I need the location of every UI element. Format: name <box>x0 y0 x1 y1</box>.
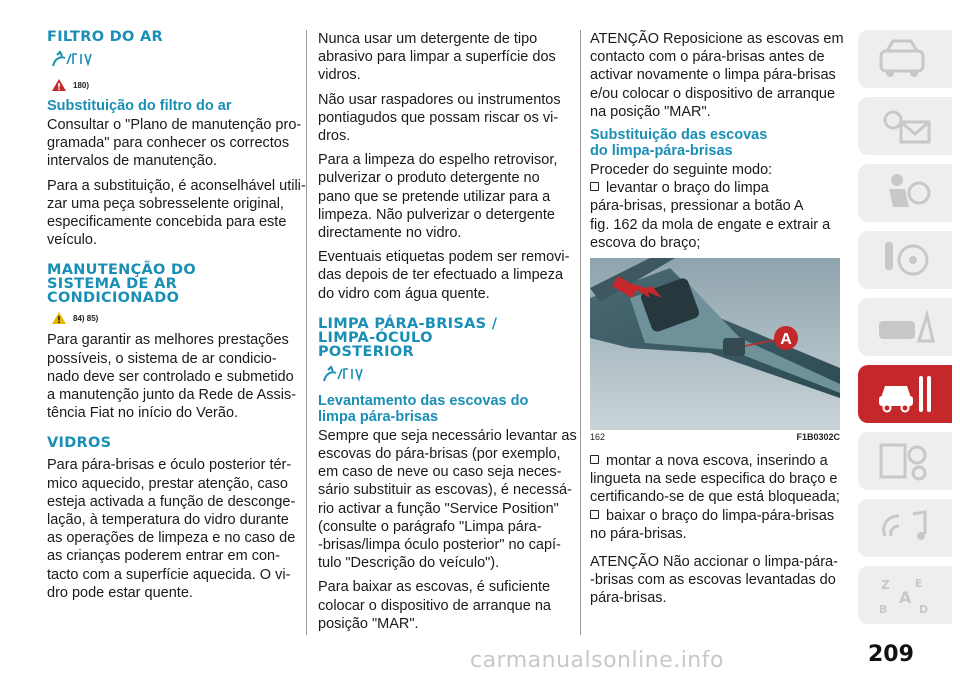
text-line: (consulte o parágrafo "Limpa pára- <box>318 518 542 535</box>
text-line: colocar o dispositivo de arranque na <box>318 597 551 614</box>
heading-vidros: VIDROS <box>47 435 112 452</box>
wiper-arm-illustration <box>590 258 840 430</box>
heading-line: SISTEMA DE AR <box>47 276 178 293</box>
figure-caption <box>590 432 840 442</box>
text-line: escova do braço; <box>590 234 701 251</box>
text-line: Para baixar as escovas, é suficiente <box>318 579 551 596</box>
tab-safety[interactable] <box>858 164 952 222</box>
heading-levantamento-escovas <box>318 393 568 425</box>
text-line: Não usar raspadores ou instrumentos <box>318 91 561 108</box>
text-line: as crianças poderem entrar em con- <box>47 548 280 565</box>
car-dashboard-icon <box>875 37 935 81</box>
svg-text:E: E <box>915 577 923 590</box>
svg-text:D: D <box>919 603 929 616</box>
text-line: vidros. <box>318 67 361 84</box>
bullet-text: levantar o braço do limpa <box>606 180 769 197</box>
text-line: -brisas/limpa óculo posterior" no capí- <box>318 537 561 554</box>
paragraph-proceder: Proceder do seguinte modo: <box>590 162 773 179</box>
heading-manutencao-ar-condicionado <box>47 263 295 305</box>
environment-recycle-icon <box>47 50 93 70</box>
warning-triangle-icon <box>51 78 67 92</box>
text-line: tacto com a superfície aquecida. O vi- <box>47 566 291 583</box>
text-line: Consultar o "Plano de manutenção pro- <box>47 117 302 133</box>
text-line: escovas do pára-brisas (por exemplo, <box>318 446 561 463</box>
text-line: Para a limpeza do espelho retrovisor, <box>318 152 558 169</box>
text-line: tência Fiat no início do Verão. <box>47 405 239 422</box>
paragraph-plano-manutencao <box>47 116 302 171</box>
heading-line: LIMPA PÁRA-BRISAS / <box>318 315 498 332</box>
text-line: as operações de limpeza e no caso de <box>47 530 296 547</box>
paragraph-atencao-nao-accionar <box>590 553 840 608</box>
tab-warning-lights[interactable] <box>858 97 952 155</box>
text-line: pontiagudos que possam riscar os vi- <box>318 109 559 126</box>
tab-technical-data[interactable] <box>858 432 952 490</box>
text-line: posição "MAR". <box>318 615 419 632</box>
column-divider <box>580 30 581 635</box>
text-line: lação, à temperatura do vidro durante <box>47 512 289 529</box>
bullet-marker <box>590 510 599 519</box>
column-divider <box>306 30 307 635</box>
text-line: Sempre que seja necessário levantar as <box>318 427 577 444</box>
figure-162 <box>590 258 840 448</box>
text-line: veículo. <box>47 232 97 249</box>
heading-limpa-para-brisas <box>318 317 568 359</box>
callout-label: A <box>780 331 792 349</box>
text-line <box>590 179 840 197</box>
heading-line: CONDICIONADO <box>47 290 180 307</box>
figure-code: F1B0302C <box>796 432 840 443</box>
column-1 <box>47 29 306 608</box>
text-line: pára-brisas. <box>590 590 667 607</box>
text-line: sário substituir as escovas), é necessá- <box>318 482 572 499</box>
paragraph-atencao-reposicione <box>590 30 844 121</box>
airbag-safety-icon <box>875 171 935 215</box>
text-line: dro pode estar quente. <box>47 584 193 601</box>
warning-ref-text: 180) <box>73 80 90 90</box>
svg-text:B: B <box>879 603 888 616</box>
key-steering-icon <box>875 238 935 282</box>
heading-line: MANUTENÇÃO DO <box>47 262 196 279</box>
environment-recycle-icon <box>318 365 364 385</box>
chapter-tabs-sidebar <box>858 30 960 633</box>
column-3 <box>590 30 844 614</box>
text-line: contacto com o pára-brisas antes de <box>590 49 825 66</box>
text-line: pano que se pretende utilizar para a <box>318 188 551 205</box>
text-line: certificando-se de que está bloqueada; <box>590 489 840 506</box>
warning-ref-row <box>51 78 295 92</box>
tab-multimedia[interactable] <box>858 499 952 557</box>
caution-ref-row <box>51 311 295 325</box>
text-line: no pára-brisas. <box>590 525 687 542</box>
bullet-text: baixar o braço do limpa-pára-brisas <box>606 507 835 524</box>
text-line: rio activar a função "Service Position" <box>318 500 559 517</box>
heading-line: limpa pára-brisas <box>318 408 439 425</box>
bullet-levantar-braco <box>590 179 840 252</box>
page-number: 209 <box>868 642 914 667</box>
text-line: zar uma peça sobresselente original, <box>47 195 284 212</box>
svg-text:Z: Z <box>881 578 890 592</box>
caution-triangle-icon <box>51 311 67 325</box>
car-accident-icon <box>875 305 935 349</box>
text-line: do vidro com água quente. <box>318 285 490 302</box>
heading-line: POSTERIOR <box>318 343 414 360</box>
text-line: e/ou colocar o dispositivo de arranque <box>590 85 836 102</box>
paragraph-prestacoes <box>47 331 295 422</box>
text-line: limpeza. Não pulverizar o detergente <box>318 206 555 223</box>
bullet-baixar-braco <box>590 507 840 543</box>
tab-dashboard[interactable] <box>858 30 952 88</box>
text-line: abrasivo para limpar a superfície dos <box>318 49 556 66</box>
caution-ref-text: 84) 85) <box>73 313 99 323</box>
text-line: dros. <box>318 128 351 145</box>
text-line: gramada" para conhecer os correctos <box>47 135 290 152</box>
paragraph-peca-original <box>47 177 306 250</box>
paragraph-baixar-escovas <box>318 578 568 633</box>
text-line: Para garantir as melhores prestações <box>47 332 289 349</box>
heading-line: do limpa-pára-brisas <box>590 143 733 160</box>
tab-index[interactable] <box>858 566 952 624</box>
text-line: directamente no vidro. <box>318 225 462 242</box>
paragraph-espelho <box>318 151 568 242</box>
car-maintenance-icon <box>875 372 935 416</box>
tab-maintenance[interactable] <box>858 365 952 423</box>
heading-substituicao-escovas <box>590 127 840 159</box>
text-line: mico aquecido, prestar atenção, caso <box>47 475 288 492</box>
bullet-text: montar a nova escova, inserindo a <box>606 453 828 470</box>
paragraph-service-position <box>318 427 577 573</box>
warning-lights-icon <box>875 104 935 148</box>
heading-line: Levantamento das escovas do <box>318 392 529 409</box>
text-line: a manutenção junto da Rede de Assis- <box>47 387 297 404</box>
text-line: nado deve ser controlado e submetido <box>47 368 294 385</box>
text-line <box>590 452 840 470</box>
paragraph-etiquetas <box>318 248 568 303</box>
tab-emergency[interactable] <box>858 298 952 356</box>
text-line: fig. 162 da mola de engate e extrair a <box>590 216 831 233</box>
text-line: possíveis, o sistema de ar condicio- <box>47 350 277 367</box>
text-line: tulo "Descrição do veículo"). <box>318 555 500 572</box>
text-line <box>590 507 840 525</box>
paragraph-raspadores <box>318 91 568 146</box>
text-line: especificamente concebida para este <box>47 214 287 231</box>
text-line: Para a substituição, é aconselhável utili- <box>47 177 306 194</box>
text-line: ATENÇÃO Reposicione as escovas em <box>590 31 844 47</box>
bullet-marker <box>590 182 599 191</box>
paragraph-detergente <box>318 30 568 85</box>
bullet-marker <box>590 455 599 464</box>
text-line: em caso de neve ou caso seja neces- <box>318 464 562 481</box>
gears-settings-icon <box>875 439 935 483</box>
heading-line: LIMPA-ÓCULO <box>318 329 433 346</box>
watermark: carmanualsonline.info <box>470 648 724 673</box>
text-line: lingueta na sede especifica do braço e <box>590 471 838 488</box>
text-line: Nunca usar um detergente de tipo <box>318 31 538 47</box>
paragraph-vidros <box>47 456 295 602</box>
tab-starting-driving[interactable] <box>858 231 952 289</box>
index-letters-icon <box>875 573 935 617</box>
text-line: Eventuais etiquetas podem ser removi- <box>318 249 570 266</box>
text-line: intervalos de manutenção. <box>47 153 218 170</box>
column-2 <box>318 30 577 639</box>
text-line: -brisas com as escovas levantadas do <box>590 572 836 589</box>
text-line: ATENÇÃO Não accionar o limpa-pára- <box>590 554 838 571</box>
text-line: activar novamente o limpa pára-brisas <box>590 67 836 84</box>
figure-number: 162 <box>590 432 606 443</box>
text-line: pulverizar o produto detergente no <box>318 170 540 187</box>
text-line: esteja activada a função de desconge- <box>47 493 296 510</box>
heading-substituicao-filtro: Substituição do filtro do ar <box>47 98 232 114</box>
bullet-montar-escova <box>590 452 840 507</box>
text-line: Para pára-brisas e óculo posterior tér- <box>47 457 292 474</box>
text-line: na posição "MAR". <box>590 103 711 120</box>
svg-text:A: A <box>899 588 912 607</box>
text-line: pára-brisas, pressionar a botão A <box>590 198 804 215</box>
text-line: das depois de ter efectuado a limpeza <box>318 267 564 284</box>
heading-filtro-do-ar: FILTRO DO AR <box>47 29 163 45</box>
heading-line: Substituição das escovas <box>590 127 768 144</box>
multimedia-icon <box>875 506 935 550</box>
